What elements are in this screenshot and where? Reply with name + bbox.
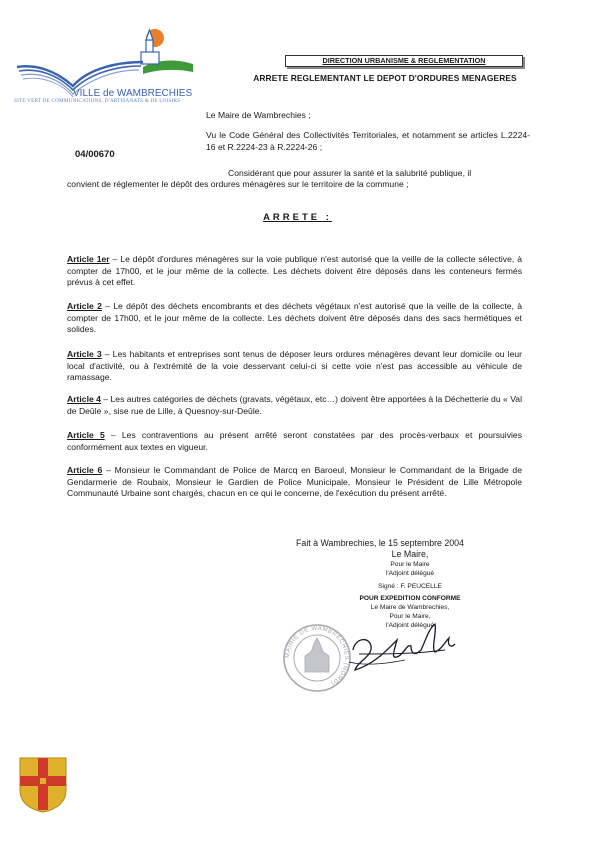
article-3 (67, 349, 522, 384)
wambrechies-logo (15, 22, 205, 102)
handwritten-signature (345, 614, 465, 680)
article-text: – Monsieur le Commandant de Police de Marcq en Baroeul, Monsieur le Commandant de la Brigade de Gendarmerie de Roubaix, Monsieur le Gardien de Police Municipale, Monsieur le Président de Lille Métropole Communauté Urbaine sont chargés, chacun en ce qui le concerne, de l'exécution du présent arrêté. (67, 465, 522, 498)
article-label: Article 2 (67, 301, 102, 311)
considerant-line-1: Considérant que pour assurer la santé et la salubrité publique, il (228, 168, 472, 178)
mairie-stamp (281, 622, 353, 694)
article-text: – Les contraventions au présent arrêté seront constatées par des procès-verbaux et poursuivies conformément aux textes en vigueur. (67, 430, 522, 452)
document-title: ARRETE REGLEMENTANT LE DEPOT D'ORDURES MENAGERES (253, 73, 517, 83)
article-label: Article 1er (67, 254, 110, 264)
article-label: Article 3 (67, 349, 102, 359)
mayor-line: Le Maire de Wambrechies ; (206, 110, 311, 120)
article-6 (67, 465, 522, 500)
adjoint-delegue-2: l'Adjoint délégué (385, 622, 435, 629)
maire-de-wambrechies: Le Maire de Wambrechies, (370, 604, 450, 611)
direction-box: DIRECTION URBANISME & REGLEMENTATION (285, 55, 523, 67)
le-maire: Le Maire, (391, 549, 429, 559)
article-label: Article 4 (67, 394, 101, 404)
expedition-conforme: POUR EXPEDITION CONFORME (359, 595, 461, 602)
article-text: – Les habitants et entreprises sont tenus de déposer leurs ordures ménagères devant leur domicile ou leur local d'activité, ou à l'extrémité de la voie desservant celui-ci si cette voie n'est pas accessible au véhicule de ramassage. (67, 349, 523, 382)
article-5 (67, 430, 522, 453)
article-text: – Le dépôt des déchets encombrants et des déchets végétaux n'est autorisé que la veille de la collecte, à compter de 17h00, et le jour même de la collecte. Les déchets doivent être déposés dans des sacs hermétiques et solides. (67, 301, 523, 334)
logo-text: VILLE de WAMBRECHIES (73, 88, 193, 99)
article-label: Article 6 (67, 465, 103, 475)
article-2 (67, 301, 522, 336)
adjoint-delegue: l'Adjoint délégué (385, 570, 435, 577)
considerant-line-2: convient de réglementer le dépôt des ordures ménagères sur le territoire de la commune ; (67, 179, 409, 189)
coat-of-arms-icon (18, 756, 68, 814)
pour-le-maire: Pour le Maire (390, 561, 430, 568)
logo-tagline: SITE VERT DE COMMUNICATIONS, D'ARTISANATS & DE LOISIRS (14, 98, 181, 104)
stamp-text: MAIRIE DE WAMBRECHIES (NORD) (284, 625, 350, 687)
place-date: Fait à Wambrechies, le 15 septembre 2004 (296, 538, 464, 548)
article-4 (67, 394, 522, 417)
article-text: – Le dépôt d'ordures ménagères sur la voie publique n'est autorisé que la veille de la collecte sélective, à compter de 17h00, et le jour même de la collecte. Les déchets doivent être déposés dans les conteneurs fermés prévus à cet effet. (67, 254, 522, 287)
arrete-heading: ARRETE : (263, 212, 332, 223)
pour-le-maire-2: Pour le Maire, (389, 613, 431, 620)
article-label: Article 5 (67, 430, 105, 440)
article-1 (67, 254, 522, 289)
article-text: – Les autres catégories de déchets (gravats, végétaux, etc…) doivent être apportées à la Déchetterie du « Val de Deûle », sise rue de Lille, à Quesnoy-sur-Deûle. (67, 394, 522, 416)
reference-number: 04/00670 (75, 149, 115, 160)
vu-paragraph: Vu le Code Général des Collectivités Territoriales, et notamment se articles L.2224-16 et R.2224-23 à R.2224-26 ; (206, 130, 530, 152)
signe-line: Signé : F. PEUCELLE (378, 583, 442, 590)
